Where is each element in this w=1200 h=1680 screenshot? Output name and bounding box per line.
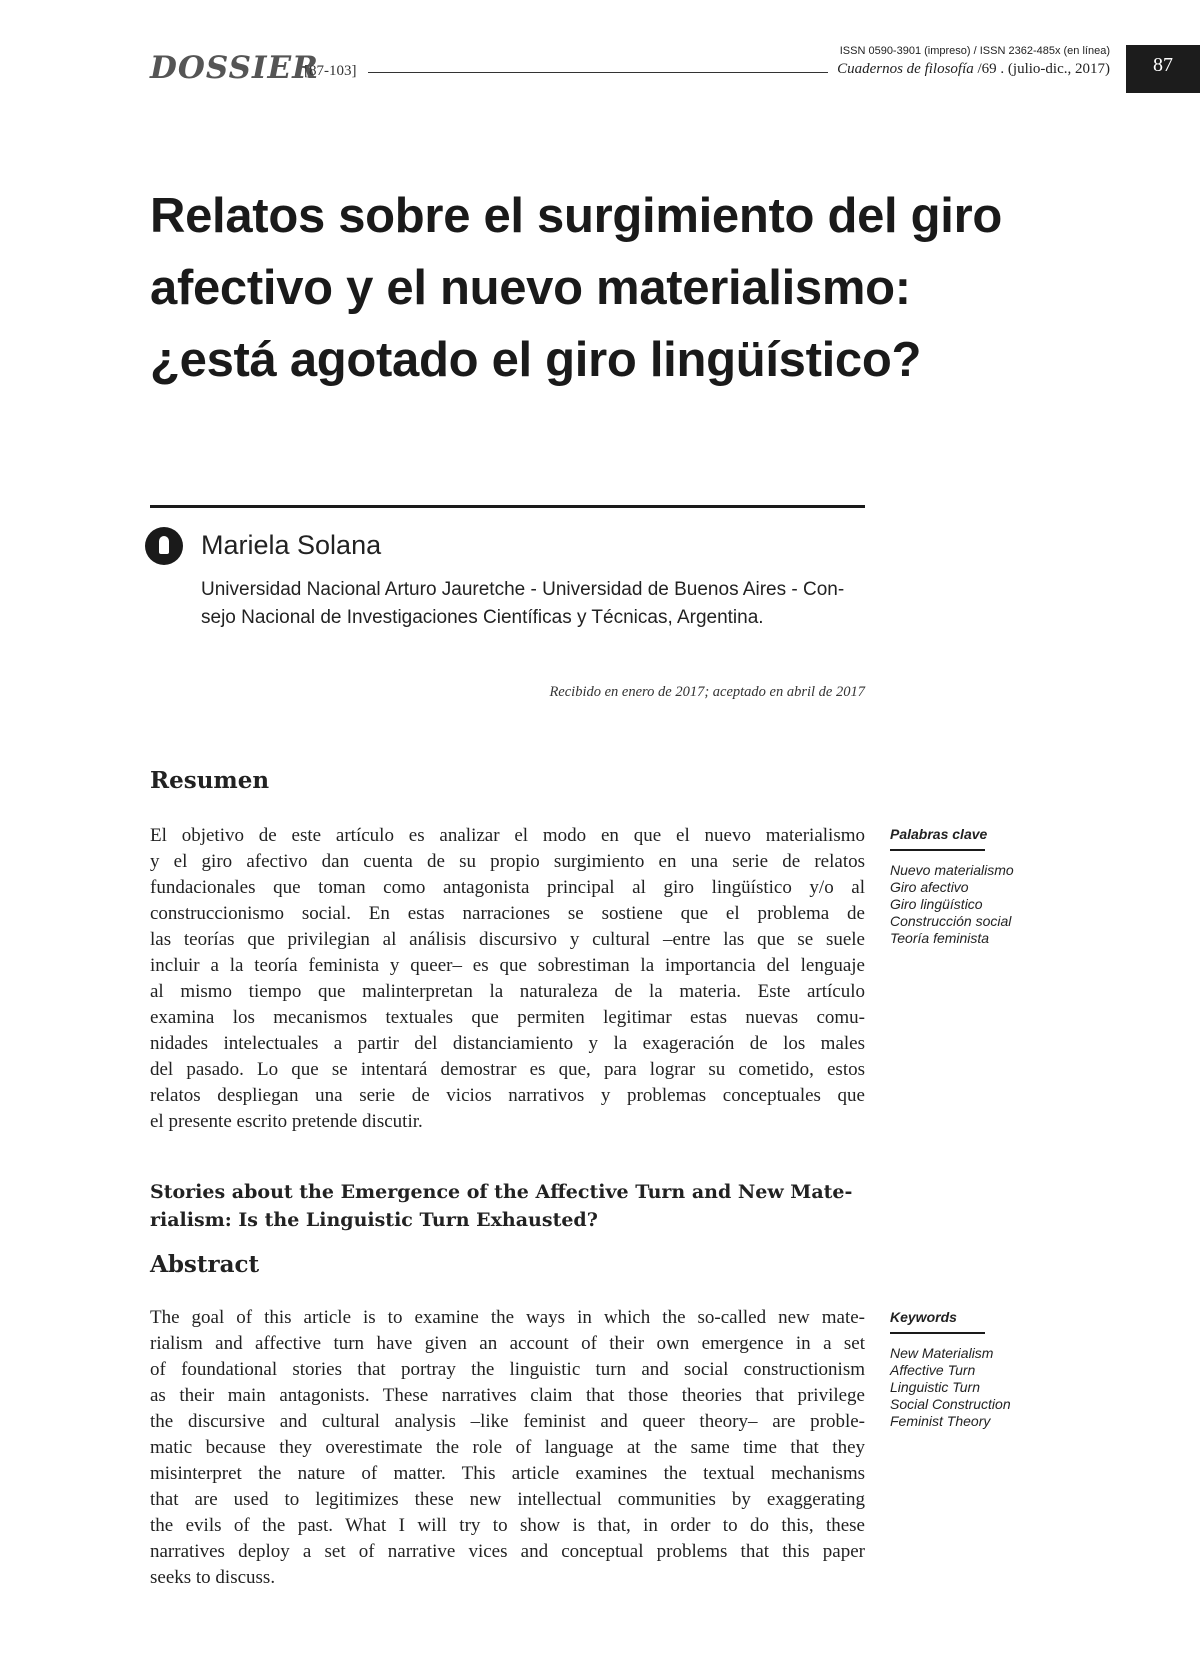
keyword-item: Social Construction xyxy=(890,1396,1011,1412)
orcid-icon[interactable] xyxy=(145,527,183,565)
resumen-line: El objetivo de este artículo es analizar el modo en que el nuevo materialismo xyxy=(150,825,865,846)
abstract-line: narratives deploy a set of narrative vices and conceptual problems that this paper xyxy=(150,1541,865,1562)
palabras-clave-list xyxy=(890,862,1014,947)
issn-line: ISSN 0590-3901 (impreso) / ISSN 2362-485x (en línea) xyxy=(839,45,1110,57)
keywords-rule xyxy=(890,1332,985,1334)
keyword-item: Construcción social xyxy=(890,913,1012,929)
keywords-heading: Keywords xyxy=(890,1309,957,1325)
abstract-line: seeks to discuss. xyxy=(150,1567,276,1588)
section-label: DOSSIER xyxy=(150,50,319,86)
page-range: [87-103] xyxy=(304,63,357,79)
keyword-item: Linguistic Turn xyxy=(890,1379,981,1395)
abstract-line: that are used to legitimizes these new intellectual communities by exaggerating xyxy=(150,1489,865,1510)
palabras-clave-heading: Palabras clave xyxy=(890,826,988,842)
resumen-line: el presente escrito pretende discutir. xyxy=(150,1111,423,1132)
resumen-line: al mismo tiempo que malinterpretan la naturaleza de la materia. Este artículo xyxy=(150,981,865,1002)
keyword-item: Giro afectivo xyxy=(890,879,969,895)
keyword-item: Teoría feminista xyxy=(890,930,990,946)
keyword-item: Affective Turn xyxy=(890,1362,976,1378)
abstract-line: rialism and affective turn have given an account of their own emergence in a set xyxy=(150,1333,865,1354)
abstract-line: matic because they overestimate the role of language at the same time that they xyxy=(150,1437,865,1458)
affiliation-line: sejo Nacional de Investigaciones Científicas y Técnicas, Argentina. xyxy=(201,607,764,628)
title-line: ¿está agotado el giro lingüístico? xyxy=(150,333,922,387)
article-title xyxy=(150,180,1080,396)
resumen-line: construccionismo social. En estas narraciones se sostiene que el problema de xyxy=(150,903,865,924)
header-rule xyxy=(368,72,828,73)
abstract-line: The goal of this article is to examine the ways in which the so-called new mate- xyxy=(150,1307,865,1328)
journal-citation xyxy=(780,61,1110,78)
author-affiliation xyxy=(201,576,866,632)
abstract-line: the evils of the past. What I will try to show is that, in order to do this, these xyxy=(150,1515,865,1536)
resumen-line: las teorías que privilegian al análisis discursivo y cultural –entre las que se suele xyxy=(150,929,865,950)
abstract-line: of foundational stories that portray the linguistic turn and social constructionism xyxy=(150,1359,865,1380)
keyword-item: Nuevo materialismo xyxy=(890,862,1014,878)
resumen-line: y el giro afectivo dan cuenta de su propio surgimiento en una serie de relatos xyxy=(150,851,865,872)
abstract-line: the discursive and cultural analysis –like feminist and queer theory– are proble- xyxy=(150,1411,865,1432)
abstract-body xyxy=(150,1305,865,1591)
received-dates: Recibido en enero de 2017; aceptado en abril de 2017 xyxy=(549,684,865,700)
resumen-line: del pasado. Lo que se intentará demostrar es que, para lograr su cometido, estos xyxy=(150,1059,865,1080)
affiliation-line: Universidad Nacional Arturo Jauretche - Universidad de Buenos Aires - Con- xyxy=(201,579,845,600)
resumen-body xyxy=(150,823,865,1135)
abstract-line: as their main antagonists. These narratives claim that those theories that privilege xyxy=(150,1385,865,1406)
keyword-item: New Materialism xyxy=(890,1345,994,1361)
title-line: afectivo y el nuevo materialismo: xyxy=(150,261,911,315)
title-divider xyxy=(150,505,865,508)
abstract-line: misinterpret the nature of matter. This article examines the textual mechanisms xyxy=(150,1463,865,1484)
resumen-heading: Resumen xyxy=(150,767,270,794)
resumen-line: relatos despliegan una serie de vicios narrativos y problemas conceptuales que xyxy=(150,1085,865,1106)
resumen-line: nidades intelectuales a partir del distanciamiento y la exageración de los males xyxy=(150,1033,865,1054)
resumen-line: examina los mecanismos textuales que permiten legitimar estas nuevas comu- xyxy=(150,1007,865,1028)
keyword-item: Giro lingüístico xyxy=(890,896,983,912)
palabras-clave-rule xyxy=(890,849,985,851)
title-line: Relatos sobre el surgimiento del giro xyxy=(150,189,1003,243)
keyword-item: Feminist Theory xyxy=(890,1413,991,1429)
english-title xyxy=(150,1178,870,1234)
page-number-box: 87 xyxy=(1126,45,1200,93)
resumen-line: fundacionales que toman como antagonista principal al giro lingüístico y/o al xyxy=(150,877,865,898)
abstract-heading: Abstract xyxy=(150,1251,260,1278)
english-title-line: Stories about the Emergence of the Affective Turn and New Mate- xyxy=(150,1181,853,1203)
english-title-line: rialism: Is the Linguistic Turn Exhausted? xyxy=(150,1209,598,1231)
author-name: Mariela Solana xyxy=(201,530,382,560)
journal-issue: /69 . (julio-dic., 2017) xyxy=(977,61,1110,77)
journal-name: Cuadernos de filosofía xyxy=(837,61,974,77)
keywords-list xyxy=(890,1345,1011,1430)
resumen-line: incluir a la teoría feminista y queer– es que sobrestiman la importancia del lenguaje xyxy=(150,955,865,976)
